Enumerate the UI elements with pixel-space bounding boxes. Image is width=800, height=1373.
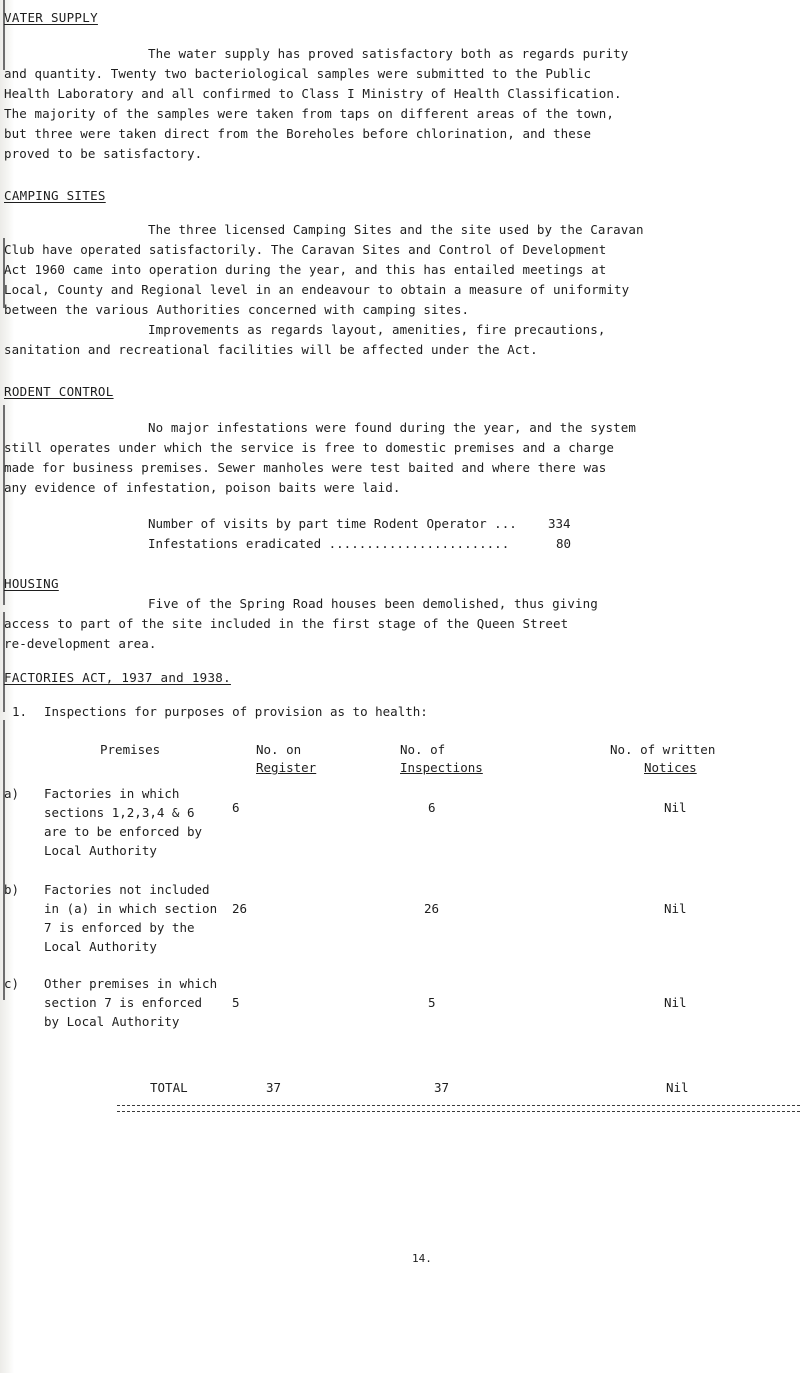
section-heading-housing: HOUSING [4, 576, 59, 591]
row-marker: c) [4, 976, 20, 991]
column-header-register: No. on [256, 742, 302, 757]
column-header-notices: Notices [644, 760, 697, 775]
row-marker: b) [4, 882, 20, 897]
row-description: by Local Authority [44, 1014, 180, 1029]
column-header-inspections: Inspections [400, 760, 483, 775]
cell-notices: Nil [664, 901, 687, 916]
row-description: Other premises in which [44, 976, 218, 991]
cell-register: 6 [232, 800, 240, 815]
list-marker: 1. [12, 704, 28, 719]
row-description: Factories not included [44, 882, 210, 897]
paragraph-line: between the various Authorities concerned with camping sites. [4, 302, 470, 317]
margin-line [3, 720, 5, 1000]
cell-register: 26 [232, 901, 248, 916]
paragraph-line: re-development area. [4, 636, 157, 651]
cell-notices: Nil [664, 995, 687, 1010]
paragraph-line: any evidence of infestation, poison baits were laid. [4, 480, 401, 495]
row-description: in (a) in which section [44, 901, 218, 916]
paragraph-line: Local, County and Regional level in an endeavour to obtain a measure of uniformity [4, 282, 630, 297]
column-header-premises: Premises [100, 742, 161, 757]
total-inspections: 37 [434, 1080, 450, 1095]
cell-inspections: 6 [428, 800, 436, 815]
paragraph-line: and quantity. Twenty two bacteriological samples were submitted to the Public [4, 66, 592, 81]
paragraph-line: still operates under which the service is free to domestic premises and a charge [4, 440, 615, 455]
column-header-inspections: No. of [400, 742, 446, 757]
section-heading-rodent-control: RODENT CONTROL [4, 384, 114, 399]
cell-inspections: 26 [424, 901, 440, 916]
paragraph-line: The majority of the samples were taken from taps on different areas of the town, [4, 106, 615, 121]
paragraph-line: sanitation and recreational facilities will be affected under the Act. [4, 342, 538, 357]
row-description: Local Authority [44, 843, 157, 858]
stat-label: Infestations eradicated ........................ [148, 536, 510, 551]
stat-label: Number of visits by part time Rodent Operator ... [148, 516, 517, 531]
cell-inspections: 5 [428, 995, 436, 1010]
paragraph-line: No major infestations were found during the year, and the system [148, 420, 637, 435]
margin-line [3, 405, 5, 605]
page-number: 14. [412, 1252, 432, 1265]
total-register: 37 [266, 1080, 282, 1095]
section-heading-water-supply: VATER SUPPLY [4, 10, 98, 25]
row-description: 7 is enforced by the [44, 920, 195, 935]
paragraph-line: Club have operated satisfactorily. The Caravan Sites and Control of Development [4, 242, 607, 257]
row-description: are to be enforced by [44, 824, 203, 839]
row-description: sections 1,2,3,4 & 6 [44, 805, 195, 820]
paragraph-line: proved to be satisfactory. [4, 146, 203, 161]
row-description: Factories in which [44, 786, 180, 801]
total-label: TOTAL [150, 1080, 188, 1095]
paragraph-line: Improvements as regards layout, amenities, fire precautions, [148, 322, 606, 337]
row-description: Local Authority [44, 939, 157, 954]
column-header-register: Register [256, 760, 317, 775]
paragraph-line: but three were taken direct from the Boreholes before chlorination, and these [4, 126, 592, 141]
paragraph-line: The water supply has proved satisfactory both as regards purity [148, 46, 629, 61]
section-heading-factories-act: FACTORIES ACT, 1937 and 1938. [4, 670, 231, 685]
paragraph-line: Five of the Spring Road houses been demolished, thus giving [148, 596, 598, 611]
total-notices: Nil [666, 1080, 689, 1095]
column-header-notices: No. of written [610, 742, 716, 757]
factories-intro: Inspections for purposes of provision as to health: [44, 704, 428, 719]
row-marker: a) [4, 786, 20, 801]
stat-value: 334 [548, 516, 571, 531]
double-underline-rule [117, 1105, 800, 1112]
paragraph-line: made for business premises. Sewer manholes were test baited and where there was [4, 460, 607, 475]
paragraph-line: The three licensed Camping Sites and the site used by the Caravan [148, 222, 644, 237]
stat-value: 80 [556, 536, 572, 551]
paragraph-line: Act 1960 came into operation during the year, and this has entailed meetings at [4, 262, 607, 277]
cell-register: 5 [232, 995, 240, 1010]
paragraph-line: Health Laboratory and all confirmed to Class I Ministry of Health Classification. [4, 86, 622, 101]
cell-notices: Nil [664, 800, 687, 815]
row-description: section 7 is enforced [44, 995, 203, 1010]
section-heading-camping-sites: CAMPING SITES [4, 188, 106, 203]
paragraph-line: access to part of the site included in the first stage of the Queen Street [4, 616, 569, 631]
